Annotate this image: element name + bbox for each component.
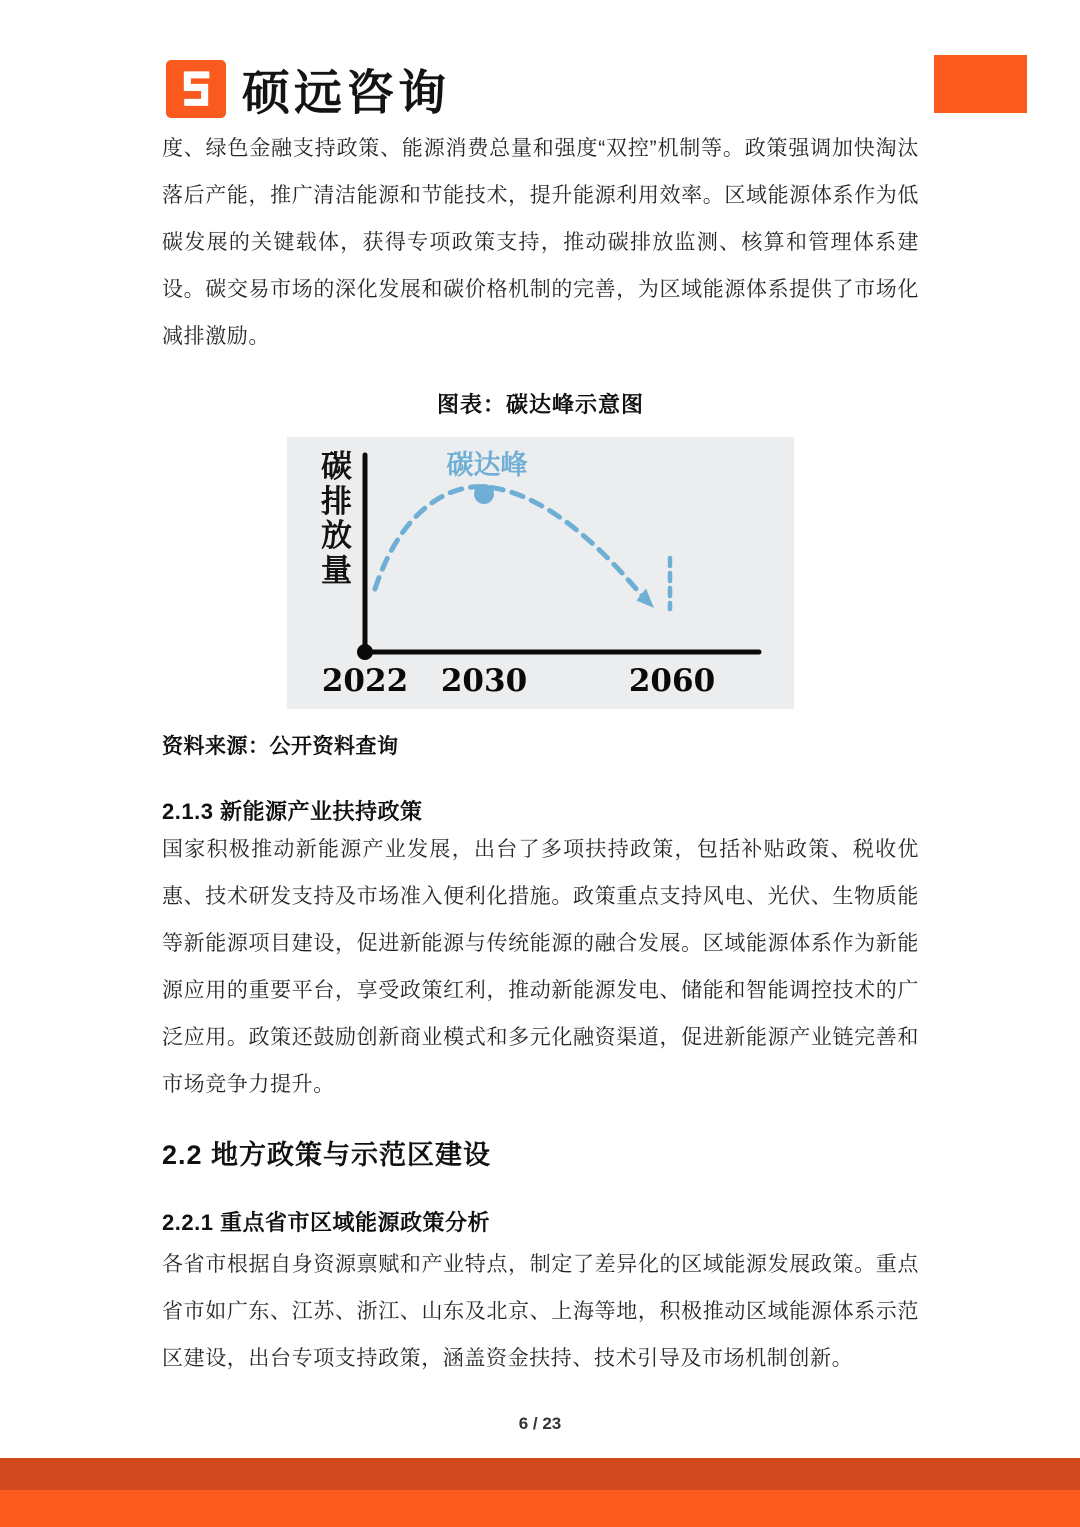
- origin-dot: [357, 644, 373, 660]
- x-tick-2030: 2030: [440, 663, 528, 699]
- footer-stripe-bright: [0, 1490, 1080, 1527]
- heading-2-2: 2.2 地方政策与示范区建设: [162, 1140, 492, 1170]
- brand-logo: [166, 54, 450, 123]
- figure-title: 图表：碳达峰示意图: [436, 392, 644, 417]
- paragraph-dual-control-policy: 度、绿色金融支持政策、能源消费总量和强度“双控”机制等。政策强调加快淘汰落后产能，推广清洁能源和节能技术，提升能源利用效率。区域能源体系作为低碳发展的关键载体，获得专项政策支持，推动碳排放监测、核算和管理体系建设。碳交易市场的深化发展和碳价格机制的完善，为区域能源体系提供了市场化减排激励。: [162, 137, 919, 348]
- peak-dot: [474, 484, 494, 504]
- corner-accent-block: [934, 55, 1027, 113]
- heading-2-1-3: 2.1.3 新能源产业扶持政策: [162, 799, 423, 824]
- x-tick-2022: 2022: [321, 663, 409, 699]
- data-source-note: 资料来源：公开资料查询: [162, 735, 399, 758]
- footer-stripe-dark: [0, 1458, 1080, 1490]
- chart-y-axis-label: 碳排放量: [321, 449, 352, 590]
- page-number: 6 / 23: [518, 1414, 562, 1433]
- chart-peak-annotation: 碳达峰: [446, 450, 528, 481]
- paragraph-new-energy-policy: 国家积极推动新能源产业发展，出台了多项扶持政策，包括补贴政策、税收优惠、技术研发支持及市场准入便利化措施。政策重点支持风电、光伏、生物质能等新能源项目建设，促进新能源与传统能源的融合发展。区域能源体系作为新能源应用的重要平台，享受政策红利，推动新能源发电、储能和智能调控技术的广泛应用。政策还鼓励创新商业模式和多元化融资渠道，促进新能源产业链完善和市场竞争力提升。: [162, 838, 919, 1096]
- curve-arrowhead-icon: [637, 589, 655, 609]
- carbon-peak-chart: [287, 437, 794, 709]
- heading-2-2-1: 2.2.1 重点省市区域能源政策分析: [162, 1210, 491, 1235]
- x-tick-2060: 2060: [628, 663, 716, 699]
- emission-curve: [375, 487, 643, 597]
- brand-name: 硕远咨询: [242, 67, 451, 120]
- paragraph-provincial-policy: 各省市根据自身资源禀赋和产业特点，制定了差异化的区域能源发展政策。重点省市如广东、江苏、浙江、山东及北京、上海等地，积极推动区域能源体系示范区建设，出台专项支持政策，涵盖资金扶持、技术引导及市场机制创新。: [162, 1253, 919, 1370]
- brand-logo-icon: [166, 60, 226, 118]
